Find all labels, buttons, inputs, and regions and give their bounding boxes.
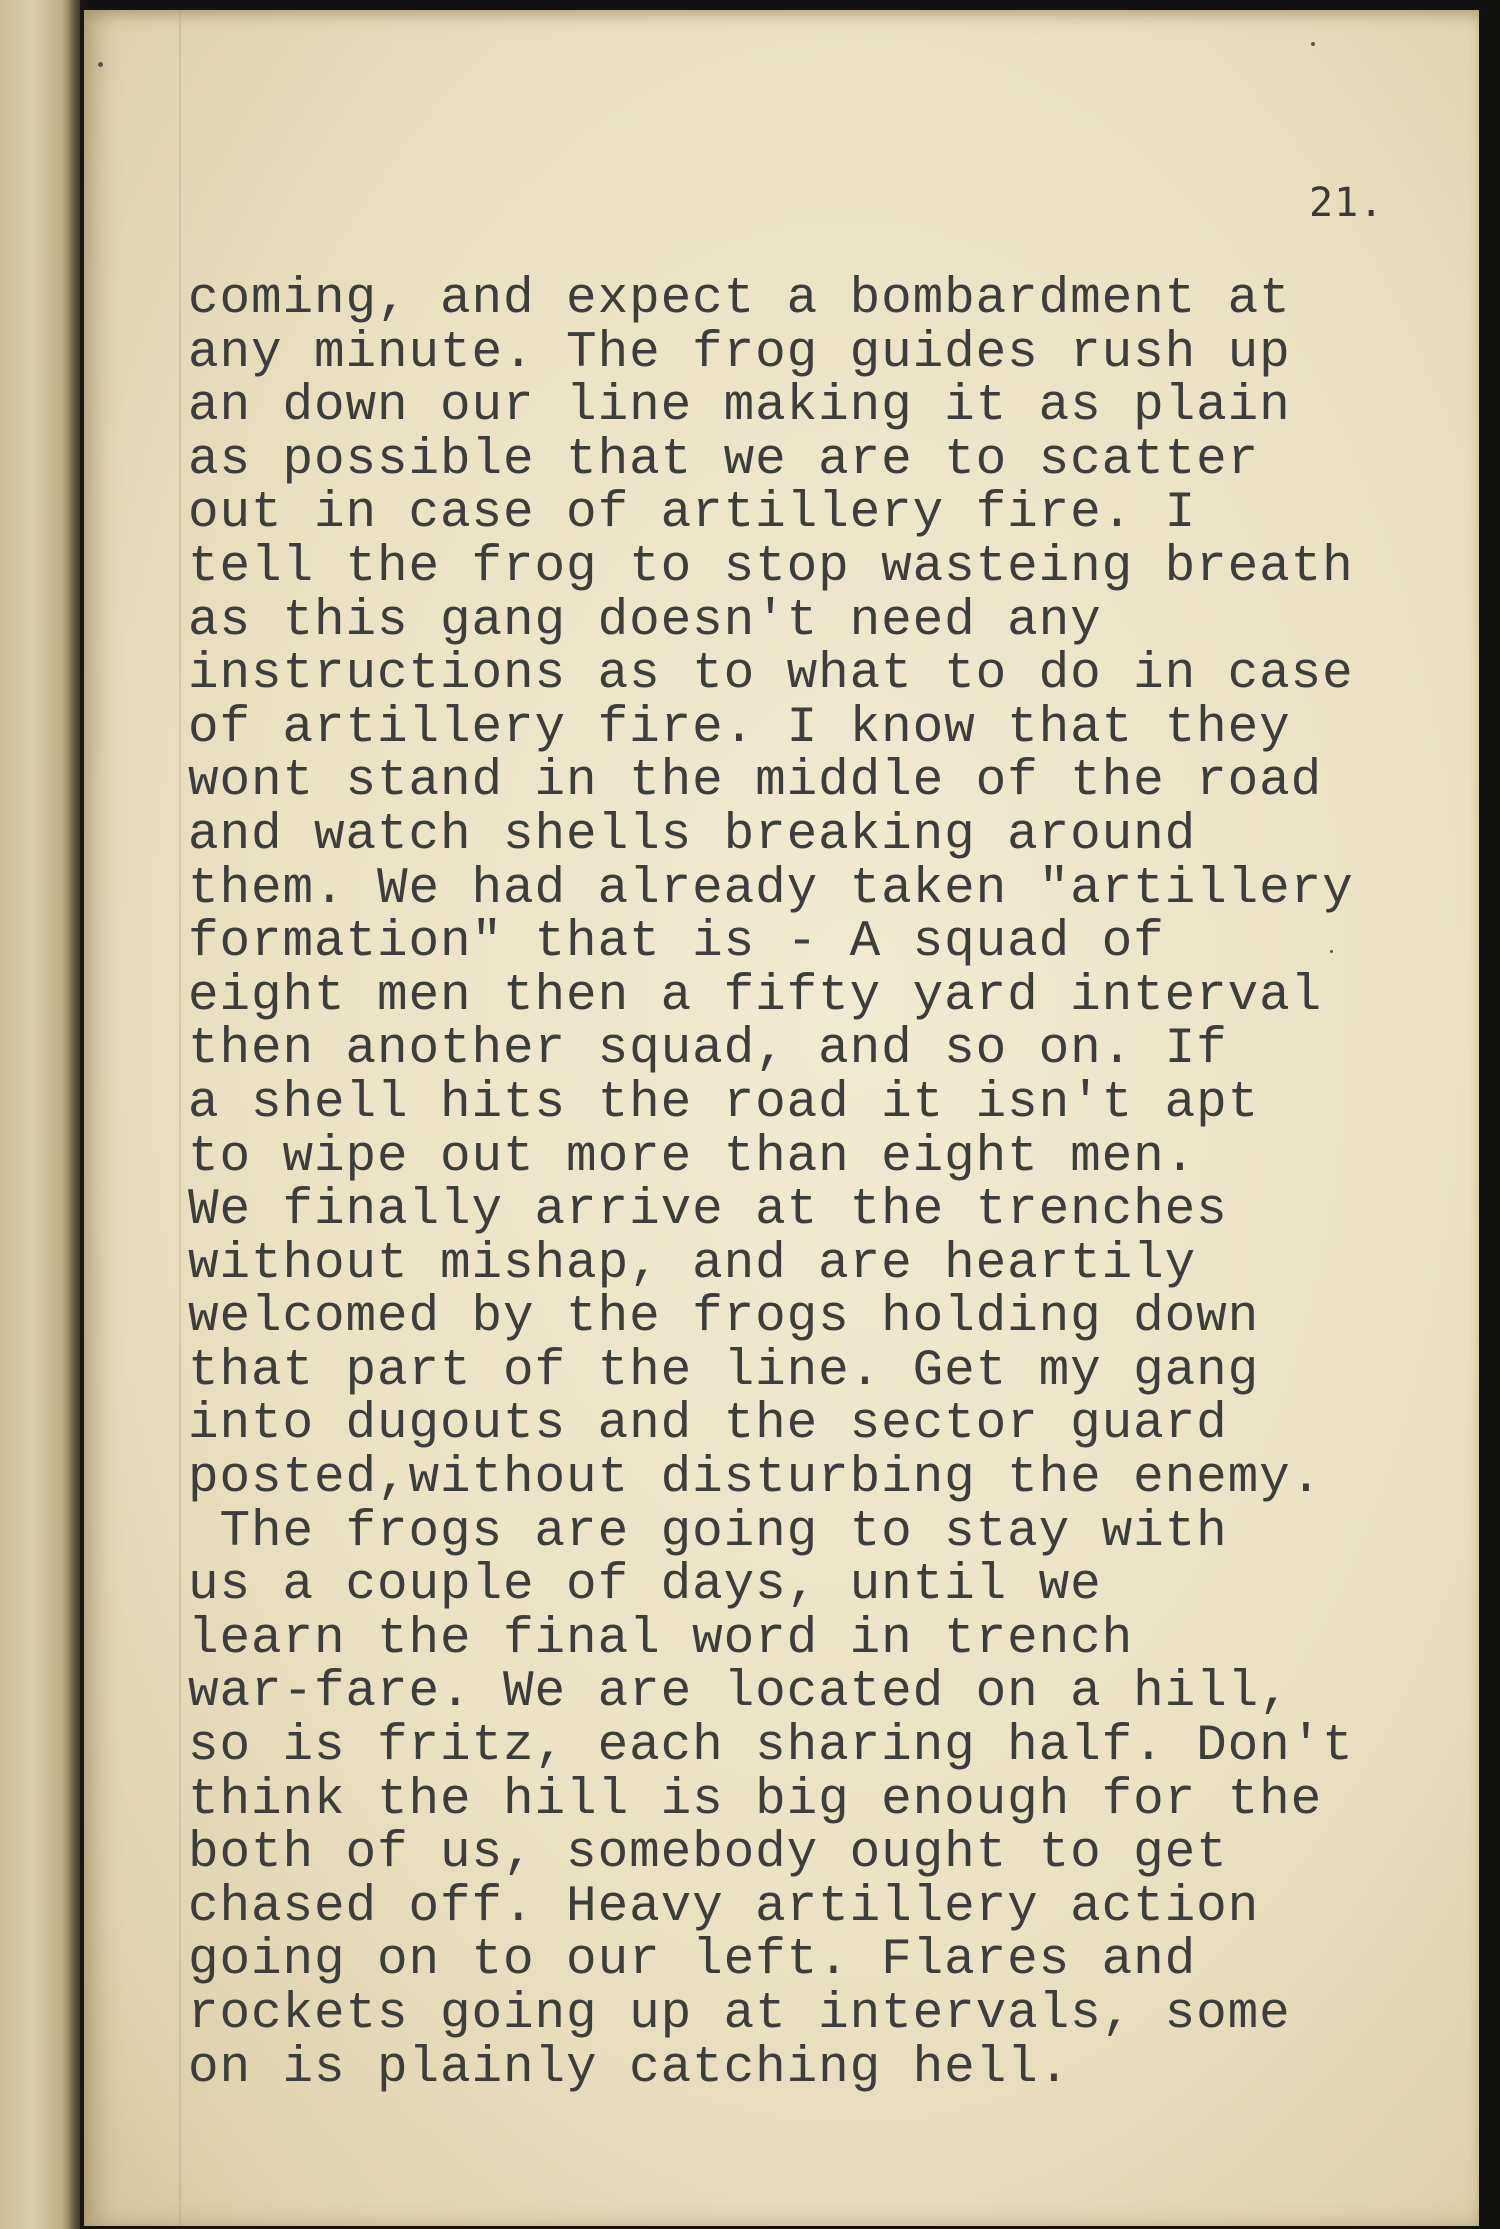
text-line: on is plainly catching hell. bbox=[188, 2039, 1071, 2097]
typewritten-page bbox=[84, 10, 1479, 2226]
text-line: into dugouts and the sector guard bbox=[188, 1396, 1228, 1454]
text-line: them. We had already taken "artillery bbox=[188, 860, 1354, 918]
paper-speck bbox=[1311, 42, 1315, 46]
text-line: eight men then a fifty yard interval bbox=[188, 967, 1323, 1025]
text-line: without mishap, and are heartily bbox=[188, 1235, 1197, 1293]
page-number: 21. bbox=[1309, 180, 1385, 226]
text-line: of artillery fire. I know that they bbox=[188, 699, 1291, 757]
paper-speck bbox=[1330, 950, 1333, 953]
text-line: and watch shells breaking around bbox=[188, 806, 1197, 864]
text-line: The frogs are going to stay with bbox=[188, 1503, 1228, 1561]
text-line: We finally arrive at the trenches bbox=[188, 1182, 1228, 1240]
text-line: coming, and expect a bombardment at bbox=[188, 271, 1291, 328]
text-line: learn the final word in trench bbox=[188, 1610, 1134, 1668]
text-line: that part of the line. Get my gang bbox=[188, 1342, 1260, 1400]
text-line: tell the frog to stop wasteing breath bbox=[188, 538, 1354, 596]
text-line: think the hill is big enough for the bbox=[188, 1771, 1323, 1829]
text-line: rockets going up at intervals, some bbox=[188, 1986, 1291, 2043]
text-line: any minute. The frog guides rush up bbox=[188, 324, 1291, 382]
text-line: welcomed by the frogs holding down bbox=[188, 1289, 1260, 1347]
text-line: war-fare. We are located on a hill, bbox=[188, 1664, 1291, 1722]
text-line: both of us, somebody ought to get bbox=[188, 1825, 1228, 1883]
text-line: instructions as to what to do in case bbox=[188, 646, 1354, 704]
text-line: then another squad, and so on. If bbox=[188, 1021, 1228, 1079]
text-line: wont stand in the middle of the road bbox=[188, 753, 1323, 811]
text-line: to wipe out more than eight men. bbox=[188, 1128, 1197, 1186]
text-line: chased off. Heavy artillery action bbox=[188, 1878, 1260, 1936]
text-line: a shell hits the road it isn't apt bbox=[188, 1074, 1260, 1132]
text-line: so is fritz, each sharing half. Don't bbox=[188, 1718, 1354, 1776]
text-line: an down our line making it as plain bbox=[188, 378, 1291, 436]
text-line: out in case of artillery fire. I bbox=[188, 485, 1197, 543]
paper-speck bbox=[98, 62, 103, 67]
text-line: us a couple of days, until we bbox=[188, 1557, 1102, 1615]
text-line: posted,without disturbing the enemy. bbox=[188, 1450, 1323, 1508]
text-line: as possible that we are to scatter bbox=[188, 431, 1260, 489]
text-line: formation" that is - A squad of bbox=[188, 914, 1165, 972]
text-line: going on to our left. Flares and bbox=[188, 1932, 1197, 1990]
margin-rule bbox=[179, 10, 181, 2226]
text-line: as this gang doesn't need any bbox=[188, 592, 1102, 650]
page-body-text bbox=[188, 273, 1478, 2095]
